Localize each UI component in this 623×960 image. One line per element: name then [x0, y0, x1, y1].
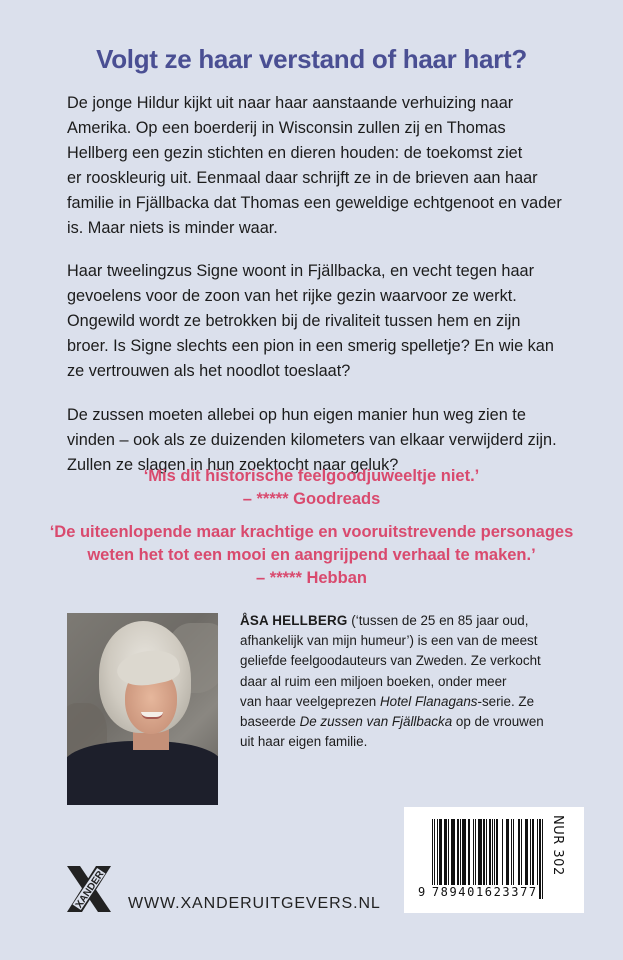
xander-logo-icon: [67, 866, 111, 912]
photo-smile: [141, 712, 163, 719]
author-bio: [240, 611, 585, 752]
bio-text: uit haar eigen familie.: [240, 734, 368, 750]
blurb-paragraph-2: [67, 259, 567, 384]
review-quote: ‘De uiteenlopende maar krachtige en vooruitstrevende personages: [49, 523, 574, 541]
nur-code: NUR 302: [550, 815, 565, 876]
blurb-line: is. Maar niets is minder waar.: [67, 219, 278, 237]
blurb-line: Amerika. Op een boerderij in Wisconsin zullen zij en Thomas: [67, 119, 506, 137]
bio-text: daar al ruim een miljoen boeken, onder meer: [240, 673, 507, 689]
review-attribution: – ***** Hebban: [256, 569, 367, 587]
review-goodreads: [0, 465, 623, 511]
review-hebban: [0, 521, 623, 590]
isbn-lead-digit: 9: [418, 885, 427, 899]
logo-text: XANDER: [73, 869, 107, 911]
blurb-line: familie in Fjällbacka dat Thomas een geweldige echtgenoot en vader: [67, 194, 562, 212]
isbn-digits: 789401623377: [431, 885, 538, 899]
blurb-line: ze vertrouwen als het noodlot toeslaat?: [67, 362, 351, 380]
blurb-line: vinden – ook als ze duizenden kilometers van elkaar verwijderd zijn.: [67, 431, 557, 449]
book-title: De zussen van Fjällbacka: [299, 714, 453, 730]
blurb-line: Haar tweelingzus Signe woont in Fjällbacka, en vecht tegen haar: [67, 262, 535, 280]
headline: Volgt ze haar verstand of haar hart?: [96, 44, 527, 74]
bio-text: (‘tussen de 25 en 85 jaar oud,: [347, 613, 529, 628]
bio-text: geliefde feelgoodauteurs van Zweden. Ze verkocht: [240, 653, 541, 669]
review-quote: weten het tot een mooi en aangrijpend verhaal te maken.’: [87, 546, 536, 564]
author-name: ÅSA HELLBERG: [240, 613, 348, 628]
isbn-barcode: [404, 807, 584, 913]
review-quote: ‘Mis dit historische feelgoodjuweeltje niet.’: [143, 467, 480, 485]
bio-text: op de vrouwen: [452, 714, 544, 730]
blurb-line: De zussen moeten allebei op hun eigen manier hun weg zien te: [67, 406, 526, 424]
isbn-number: [418, 885, 539, 899]
bio-text: baseerde: [240, 714, 300, 730]
bio-text: afhankelijk van mijn humeur’) is een van de meest: [240, 633, 538, 649]
blurb-line: Ongewild wordt ze betrokken bij de rivaliteit tussen hem en zijn: [67, 312, 521, 330]
blurb-line: er rooskleurig uit. Eenmaal daar schrijft ze in de brieven aan haar: [67, 169, 538, 187]
blurb-line: De jonge Hildur kijkt uit naar haar aanstaande verhuizing naar: [67, 94, 514, 112]
blurb-line: Zullen ze slagen in hun zoektocht naar geluk?: [67, 456, 399, 474]
series-title: Hotel Flanagans: [379, 693, 478, 709]
blurb-paragraph-1: [67, 91, 567, 241]
blurb-line: Hellberg een gezin stichten en dieren houden: de toekomst ziet: [67, 144, 523, 162]
blurb-line: gevoelens voor de zoon van het rijke gezin waarvoor ze werkt.: [67, 287, 517, 305]
review-attribution: – ***** Goodreads: [242, 490, 381, 508]
barcode-bar: [543, 819, 544, 899]
photo-sweater: [67, 741, 218, 805]
author-photo: [67, 613, 218, 805]
publisher-website-link[interactable]: WWW.XANDERUITGEVERS.NL: [128, 895, 381, 912]
bio-text: -serie. Ze: [477, 693, 535, 709]
bio-text: van haar veelgeprezen: [240, 693, 380, 709]
blurb-line: broer. Is Signe slechts een pion in een smerig spelletje? En wie kan: [67, 337, 554, 355]
